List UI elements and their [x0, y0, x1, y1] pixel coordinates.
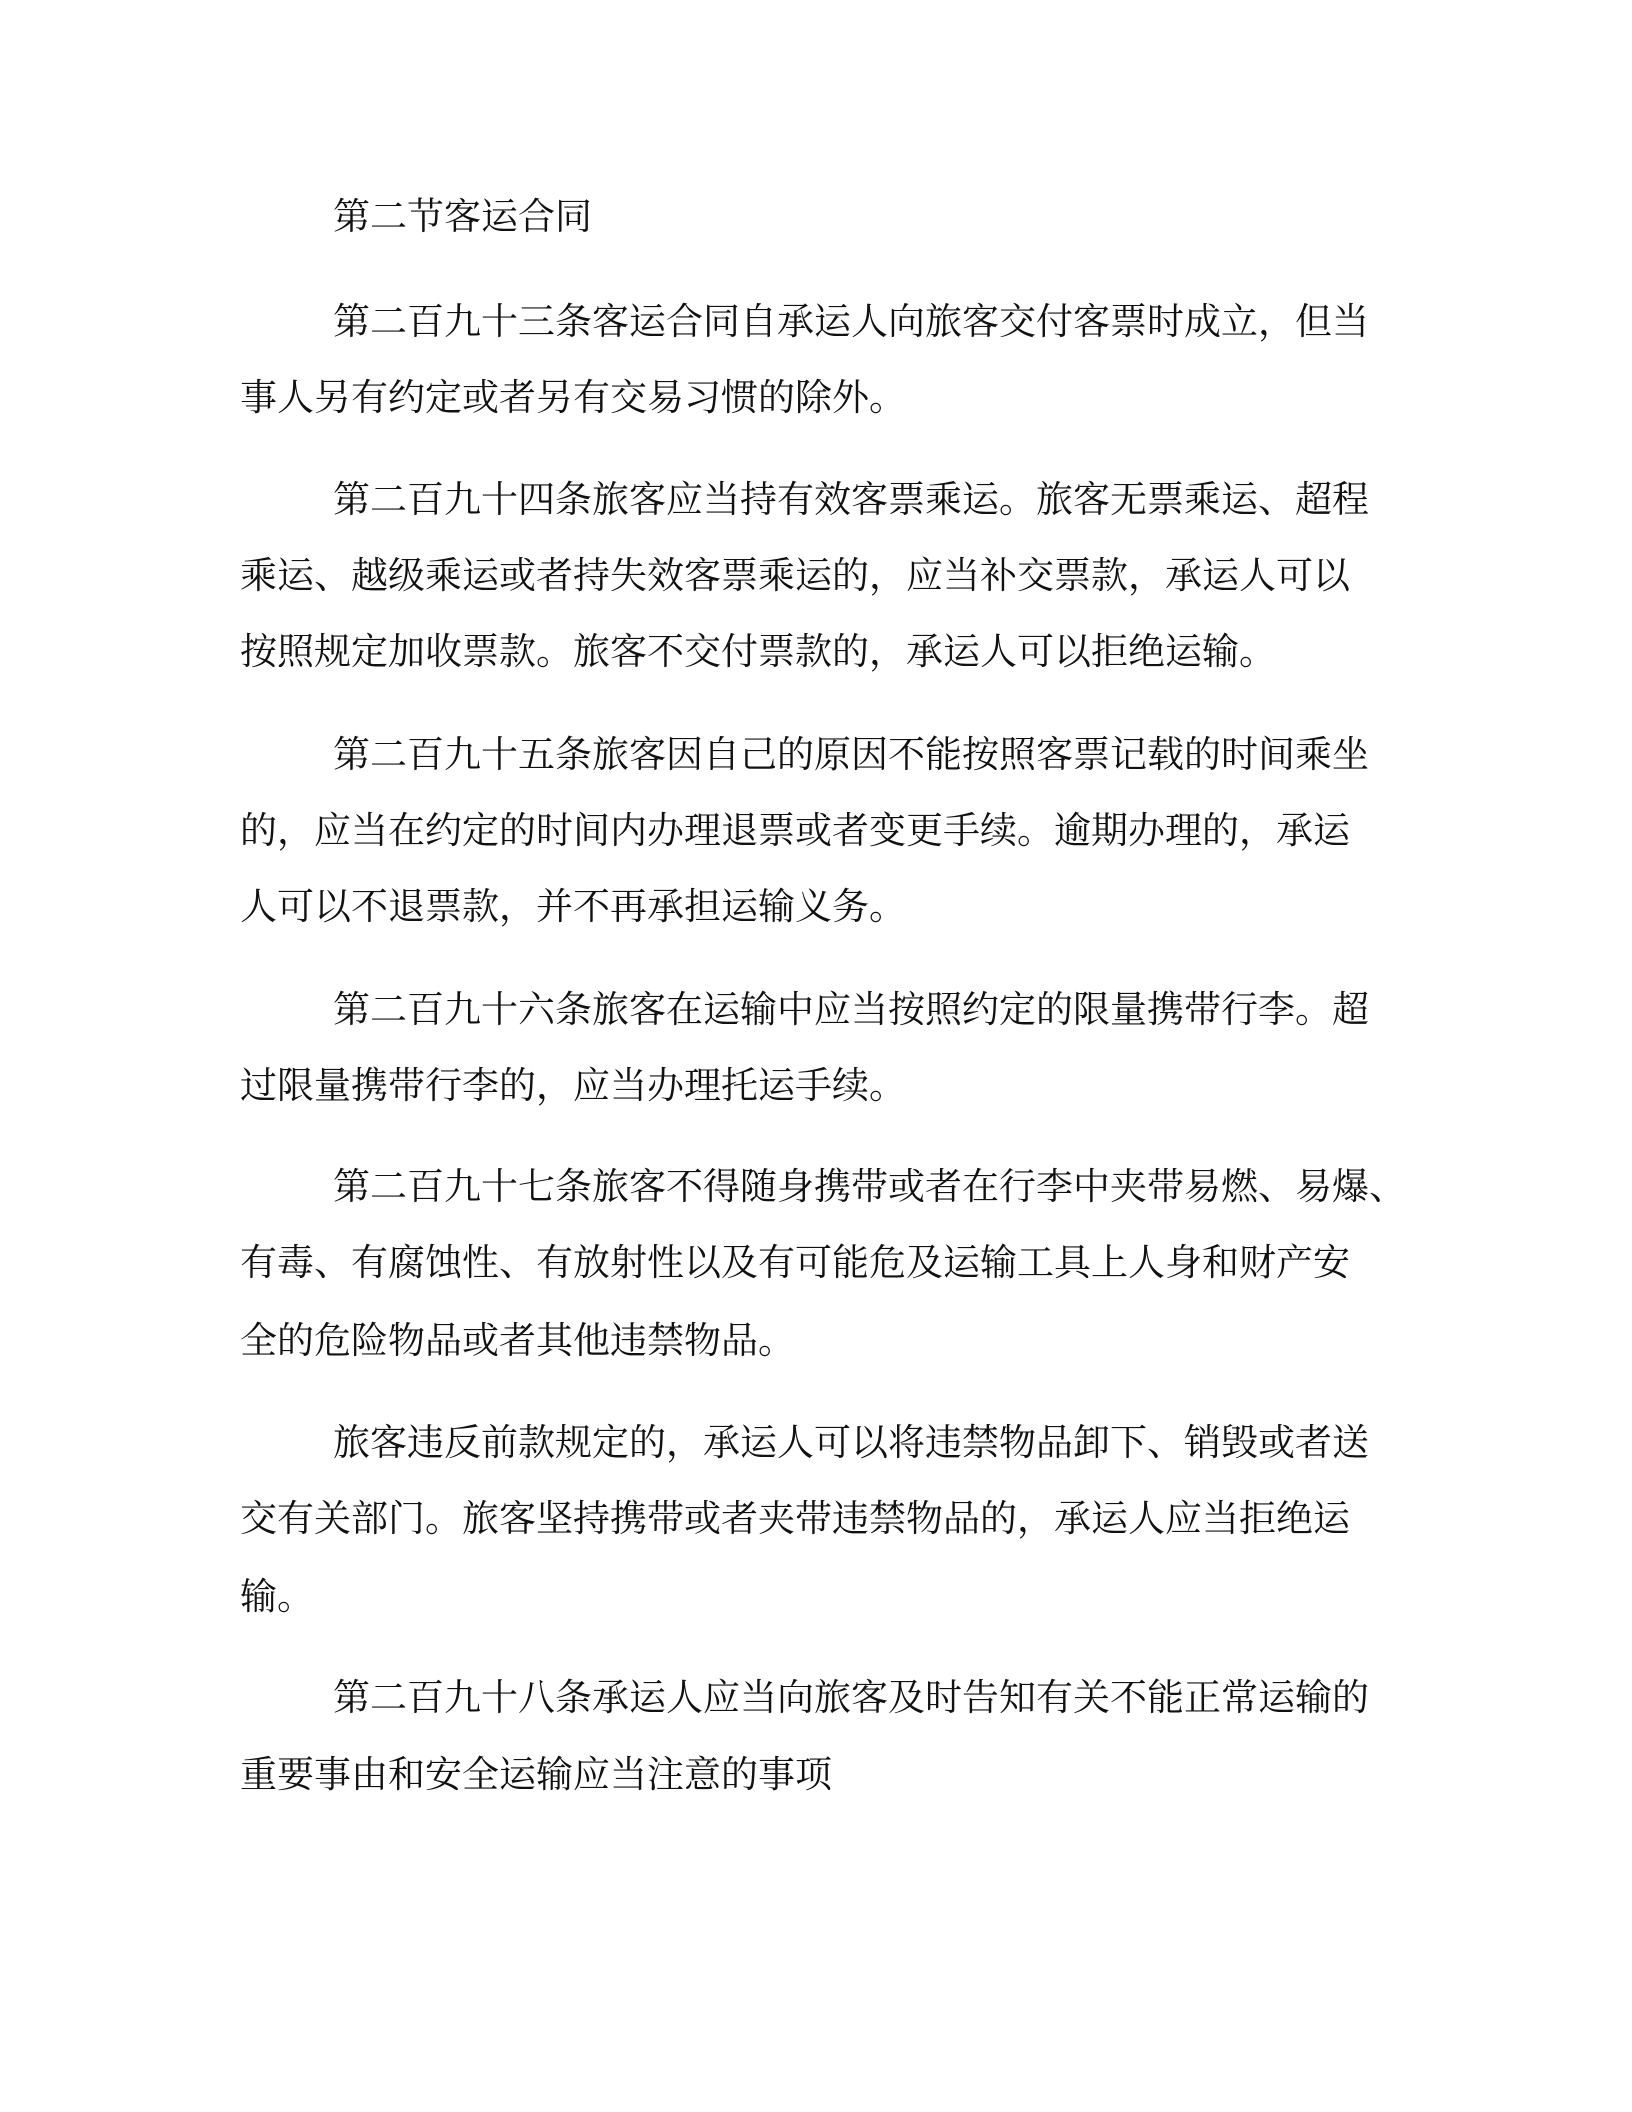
article-295-line-3: 人可以不退票款，并不再承担运输义务。 — [240, 885, 906, 928]
article-297-line-3: 全的危险物品或者其他违禁物品。 — [240, 1319, 795, 1362]
article-293-line-1: 第二百九十三条客运合同自承运人向旅客交付客票时成立，但当 — [333, 300, 1369, 343]
article-298-line-2: 重要事由和安全运输应当注意的事项 — [240, 1753, 832, 1796]
article-294-line-2: 乘运、越级乘运或者持失效客票乘运的，应当补交票款，承运人可以 — [240, 554, 1350, 597]
article-296-line-1: 第二百九十六条旅客在运输中应当按照约定的限量携带行李。超 — [333, 988, 1369, 1031]
article-298-line-1: 第二百九十八条承运人应当向旅客及时告知有关不能正常运输的 — [333, 1676, 1369, 1719]
section-title: 第二节客运合同 — [333, 195, 592, 238]
article-294-line-3: 按照规定加收票款。旅客不交付票款的，承运人可以拒绝运输。 — [240, 630, 1276, 673]
article-297-line-2: 有毒、有腐蚀性、有放射性以及有可能危及运输工具上人身和财产安 — [240, 1241, 1350, 1284]
article-293-line-2: 事人另有约定或者另有交易习惯的除外。 — [240, 376, 906, 419]
article-297-clause-2-line-2: 交有关部门。旅客坚持携带或者夹带违禁物品的，承运人应当拒绝运 — [240, 1497, 1350, 1540]
article-294-line-1: 第二百九十四条旅客应当持有效客票乘运。旅客无票乘运、超程 — [333, 478, 1369, 521]
article-295-line-1: 第二百九十五条旅客因自己的原因不能按照客票记载的时间乘坐 — [333, 733, 1369, 776]
article-297-line-1: 第二百九十七条旅客不得随身携带或者在行李中夹带易燃、易爆、 — [333, 1165, 1406, 1208]
article-297-clause-2-line-1: 旅客违反前款规定的，承运人可以将违禁物品卸下、销毁或者送 — [333, 1421, 1369, 1464]
article-297-clause-2-line-3: 输。 — [240, 1575, 314, 1618]
article-295-line-2: 的，应当在约定的时间内办理退票或者变更手续。逾期办理的，承运 — [240, 809, 1350, 852]
article-296-line-2: 过限量携带行李的，应当办理托运手续。 — [240, 1064, 906, 1107]
